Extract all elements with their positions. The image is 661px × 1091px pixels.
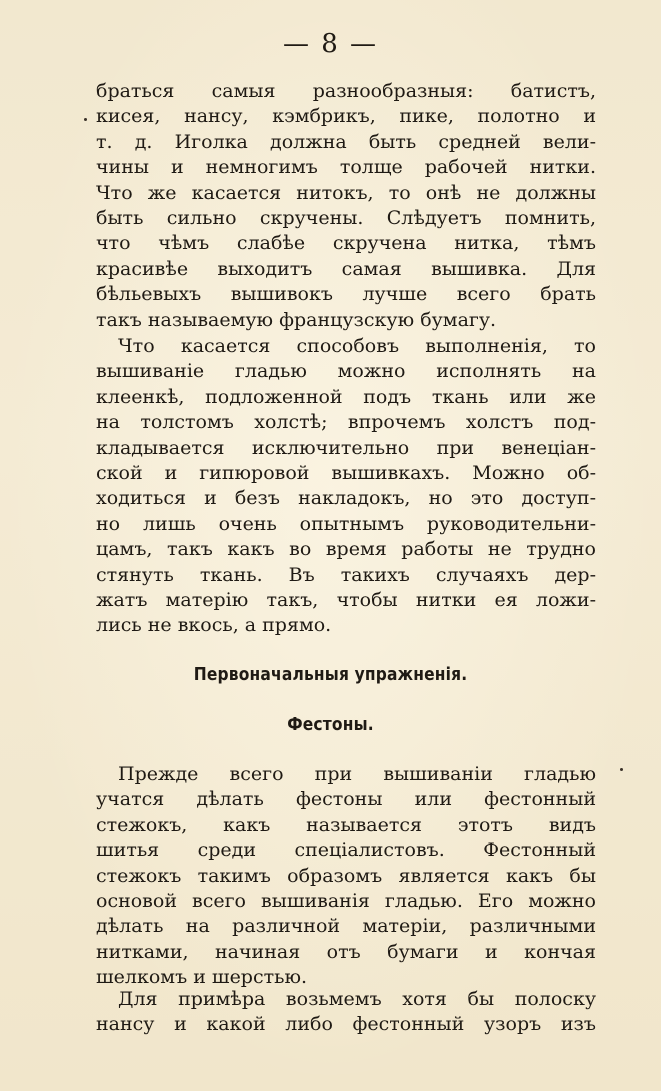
- text-line: дѣлать на различной матеріи, различными: [96, 915, 596, 938]
- text-line: ходиться и безъ накладокъ, но это доступ-: [96, 487, 596, 510]
- text-line: ской и гипюровой вышивкахъ. Можно об-: [96, 461, 596, 484]
- text-line: такъ называемую французскую бумагу.: [96, 308, 497, 331]
- ink-speck: [620, 768, 623, 771]
- section-heading: Первоначальныя упражненія.: [193, 664, 468, 685]
- text-line: стежокъ такимъ образомъ является какъ бы: [96, 864, 596, 887]
- text-line: клеенкѣ, подложенной подъ ткань или же: [96, 385, 596, 408]
- text-line: Прежде всего при вышиваніи гладью: [118, 763, 596, 785]
- text-line: на толстомъ холстѣ; впрочемъ холстъ под-: [96, 411, 596, 434]
- paragraph-methods: [96, 334, 596, 639]
- text-line: кладывается исключительно при венеціан-: [96, 436, 596, 459]
- text-line: браться самыя разнообразныя: батистъ,: [96, 80, 596, 102]
- paragraph-materials: [96, 79, 596, 333]
- text-line: нитками, начиная отъ бумаги и кончая: [96, 940, 596, 963]
- page-number: — 8 —: [282, 29, 379, 59]
- text-line: быть сильно скручены. Слѣдуетъ помнить,: [96, 206, 596, 229]
- subsection-heading: Фестоны.: [287, 714, 374, 735]
- text-line: красивѣе выходитъ самая вышивка. Для: [96, 257, 596, 280]
- text-line: основой всего вышиванія гладью. Его можно: [96, 889, 596, 912]
- text-line: шелкомъ и шерстью.: [96, 966, 308, 989]
- text-line: Для примѣра возьмемъ хотя бы полоску: [118, 988, 596, 1010]
- text-line: вышиваніе гладью можно исполнять на: [96, 360, 596, 383]
- ink-speck: [84, 118, 87, 121]
- text-line: лись не вкось, а прямо.: [96, 614, 332, 637]
- text-line: бѣльевыхъ вышивокъ лучше всего брать: [96, 283, 596, 306]
- text-line: что чѣмъ слабѣе скручена нитка, тѣмъ: [96, 232, 596, 255]
- text-line: Что касается способовъ выполненія, то: [118, 335, 596, 357]
- text-line: но лишь очень опытнымъ руководительни-: [96, 512, 596, 535]
- text-line: цамъ, такъ какъ во время работы не трудно: [96, 538, 596, 561]
- text-line: Что же касается нитокъ, то онѣ не должны: [96, 181, 596, 204]
- text-line: кисея, нансу, кэмбрикъ, пике, полотно и: [96, 105, 596, 128]
- text-line: шитья среди спеціалистовъ. Фестонный: [96, 839, 596, 862]
- text-line: т. д. Иголка должна быть средней вели-: [96, 130, 596, 153]
- text-line: нансу и какой либо фестонный узоръ изъ: [96, 1013, 596, 1036]
- paragraph-festoons: [96, 762, 596, 991]
- text-line: учатся дѣлать фестоны или фестонный: [96, 788, 596, 811]
- text-line: чины и немногимъ толще рабочей нитки.: [96, 156, 596, 179]
- text-line: стянуть ткань. Въ такихъ случаяхъ дер-: [96, 563, 596, 586]
- text-line: жатъ матерію такъ, чтобы нитки ея ложи-: [96, 588, 596, 611]
- text-line: стежокъ, какъ называется этотъ видъ: [96, 813, 596, 836]
- paragraph-example: [96, 987, 596, 1038]
